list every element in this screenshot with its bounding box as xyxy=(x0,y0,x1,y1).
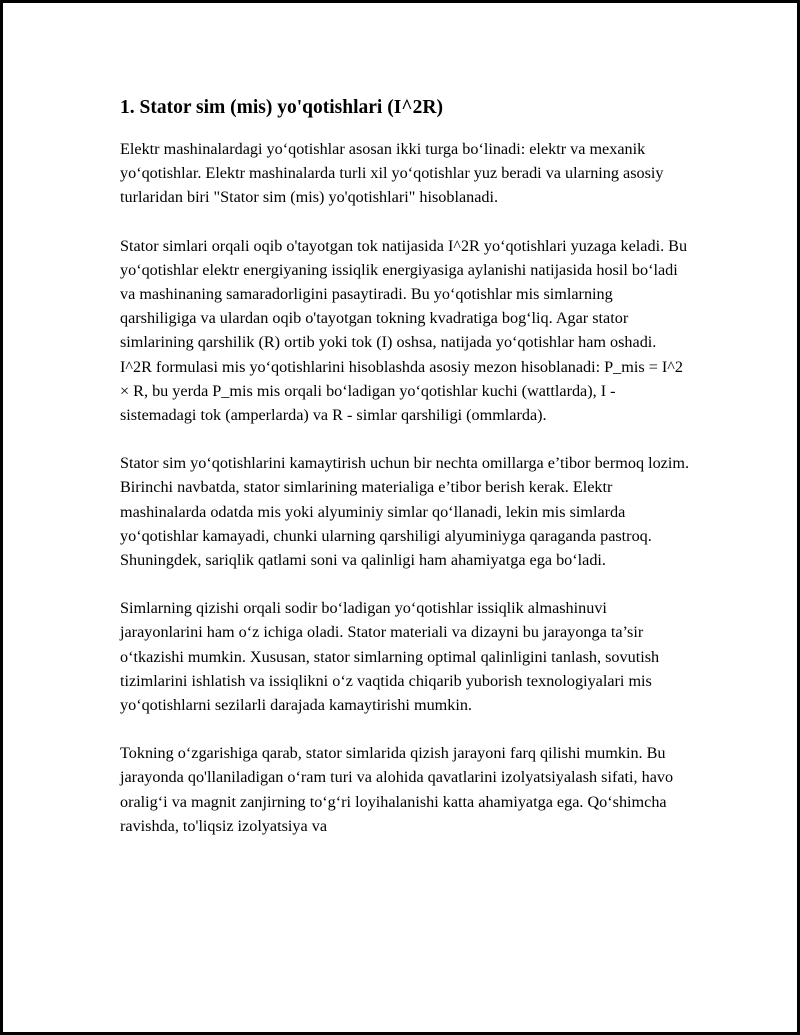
paragraph-i2r-losses: Stator simlari orqali oqib o'tayotgan tok natijasida I^2R yo‘qotishlari yuzaga keladi. Bu yo‘qotishlar elektr energiyaning issiqlik energiyasiga aylanishi natijasida hosil bo‘ladi va mashinaning samaradorligini pasaytiradi. Bu yo‘qotishlar mis simlarning qarshiligiga va ulardan oqib o'tayotgan tokning kvadratiga bog‘liq. Agar stator simlarining qarshilik (R) ortib yoki tok (I) oshsa, natijada yo‘qotishlar ham oshadi. I^2R formulasi mis yo‘qotishlarini hisoblashda asosiy mezon hisoblanadi: P_mis = I^2 × R, bu yerda P_mis mis orqali bo‘ladigan yo‘qotishlar kuchi (wattlarda), I - sistemadagi tok (amperlarda) va R - simlar qarshiligi (ommlarda). xyxy=(120,236,688,425)
section-heading: 1. Stator sim (mis) yo'qotishlari (I^2R) xyxy=(120,97,443,118)
paragraph-reduction: Stator sim yo‘qotishlarini kamaytirish uchun bir nechta omillarga e’tibor bermoq lozim. Birinchi navbatda, stator simlarining materialiga e’tibor berish kerak. Elektr mashinalarda odatda mis yoki alyuminiy simlar qo‘llanadi, lekin mis simlarda yo‘qotishlar kamayadi, chunki ularning qarshiligi alyuminiyga qaraganda pastroq. Shuningdek, sariqlik qatlami soni va qalinligi ham ahamiyatga ega bo‘ladi. xyxy=(120,454,689,570)
paragraph-intro: Elektr mashinalardagi yo‘qotishlar asosan ikki turga bo‘linadi: elektr va mexanik yo‘qotishlar. Elektr mashinalarda turli xil yo‘qotishlar yuz beradi va ularning asosiy turlaridan biri "Stator sim (mis) yo'qotishlari" hisoblanadi. xyxy=(120,140,664,207)
paragraph-current-variation: Tokning o‘zgarishiga qarab, stator simlarida qizish jarayoni farq qilishi mumkin. Bu jarayonda qo'llaniladigan o‘ram turi va alohida qavatlarini izolyatsiyalash sifati, havo oralig‘i va magnit zanjirning to‘g‘ri loyihalanishi katta ahamiyatga ega. Qo‘shimcha ravishda, to'liqsiz izolyatsiya va xyxy=(120,744,674,835)
paragraph-heating: Simlarning qizishi orqali sodir bo‘ladigan yo‘qotishlar issiqlik almashinuvi jarayonlarini ham o‘z ichiga oladi. Stator materiali va dizayni bu jarayonga ta’sir o‘tkazishi mumkin. Xususan, stator simlarning optimal qalinligini tanlash, sovutish tizimlarini ishlatish va issiqlikni o‘z vaqtida chiqarib yuborish texnologiyalari mis yo‘qotishlarni sezilarli darajada kamaytirishi mumkin. xyxy=(120,599,660,715)
document-body xyxy=(120,95,690,862)
